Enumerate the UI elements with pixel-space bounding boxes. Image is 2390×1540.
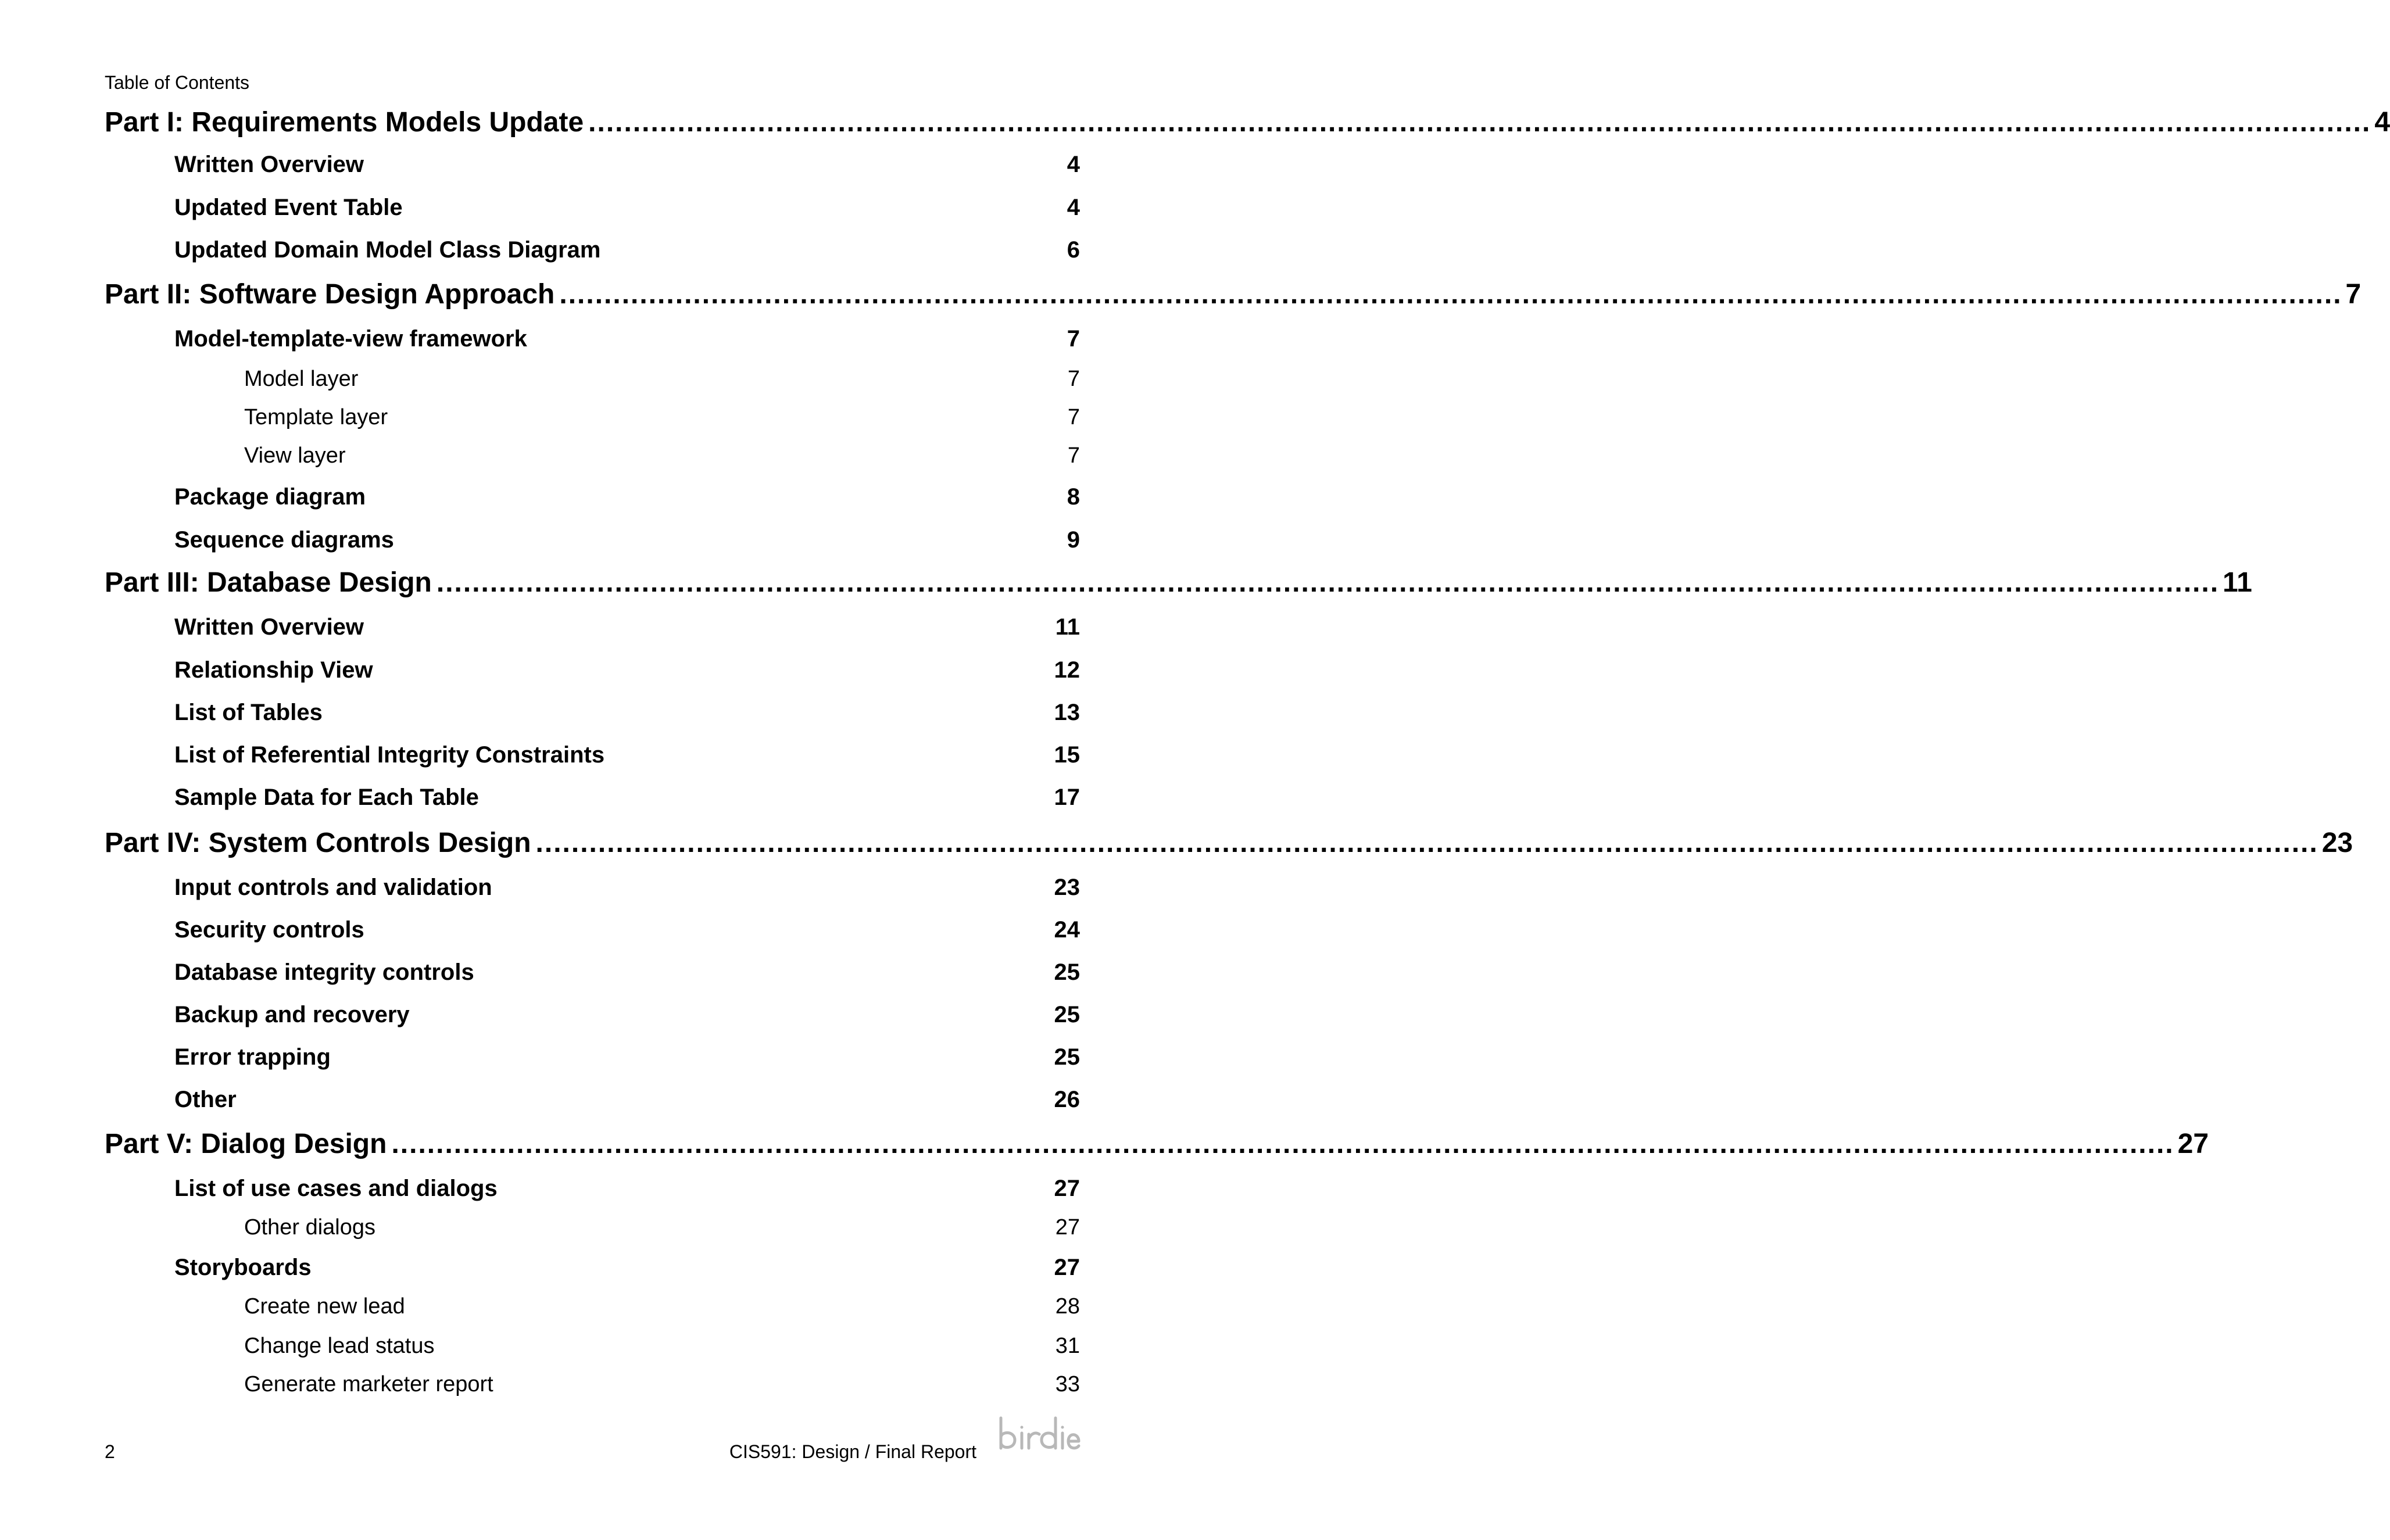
toc-subsection-entry[interactable] (244, 1291, 1080, 1321)
toc-entry-page-number: 27 (2177, 1129, 2209, 1159)
toc-subsection-entry[interactable] (244, 402, 1080, 432)
toc-section-entry[interactable] (174, 481, 1080, 513)
toc-entry-label: Updated Event Table (174, 195, 403, 220)
toc-entry-page-number: 7 (1067, 405, 1080, 429)
toc-entry-label: View layer (244, 443, 346, 468)
toc-entry-page-number: 12 (1054, 657, 1080, 683)
toc-entry-label: Input controls and validation (174, 875, 492, 900)
toc-entry-label: Written Overview (174, 614, 364, 640)
toc-entry-page-number: 7 (1067, 443, 1080, 468)
toc-entry-page-number: 25 (1054, 1002, 1080, 1027)
toc-heading: Table of Contents (105, 72, 250, 93)
toc-entry-page-number: 13 (1054, 700, 1080, 725)
toc-entry-page-number: 23 (2321, 828, 2353, 858)
footer-report-title: CIS591: Design / Final Report (729, 1441, 976, 1462)
toc-section-entry[interactable] (174, 524, 1080, 556)
toc-entry-label: Database integrity controls (174, 959, 474, 985)
toc-section-entry[interactable] (174, 914, 1080, 946)
toc-entry-page-number: 15 (1054, 742, 1080, 768)
toc-dot-leader: ........................................................................................................................................................................................................ (391, 1129, 2174, 1159)
toc-entry-page-number: 25 (1054, 1044, 1080, 1070)
toc-entry-label: Backup and recovery (174, 1002, 410, 1027)
toc-section-entry[interactable] (174, 872, 1080, 903)
toc-section-entry[interactable] (174, 782, 1080, 813)
toc-section-entry[interactable] (174, 739, 1080, 771)
toc-part-entry[interactable] (105, 277, 2362, 313)
toc-entry-label: Template layer (244, 405, 388, 429)
toc-entry-page-number: 23 (1054, 875, 1080, 900)
toc-entry-label: Model-template-view framework (174, 326, 527, 352)
toc-entry-page-number: 28 (1055, 1294, 1080, 1319)
toc-section-entry[interactable] (174, 1252, 1080, 1283)
toc-dot-leader: ........................................................................................................................................................................................................ (535, 828, 2319, 858)
toc-section-entry[interactable] (174, 234, 1080, 266)
toc-part-entry[interactable] (105, 825, 2353, 861)
toc-entry-label: Other dialogs (244, 1215, 376, 1240)
toc-entry-label: Part III: Database Design (105, 567, 432, 598)
toc-section-entry[interactable] (174, 1173, 1080, 1204)
toc-entry-page-number: 17 (1054, 785, 1080, 810)
toc-entry-label: Model layer (244, 367, 359, 391)
toc-entry-page-number: 7 (1067, 367, 1080, 391)
toc-entry-label: Part IV: System Controls Design (105, 828, 531, 858)
toc-section-entry[interactable] (174, 654, 1080, 686)
toc-entry-page-number: 27 (1054, 1255, 1080, 1280)
toc-entry-page-number: 9 (1067, 527, 1080, 553)
toc-entry-page-number: 31 (1055, 1334, 1080, 1358)
toc-dot-leader: ........................................................................................................................................................................................................ (588, 107, 2371, 138)
footer-page-number: 2 (105, 1441, 115, 1462)
toc-part-entry[interactable] (105, 565, 2252, 601)
toc-entry-label: Relationship View (174, 657, 373, 683)
toc-entry-label: Sample Data for Each Table (174, 785, 479, 810)
toc-dot-leader: ........................................................................................................................................................................................................ (559, 279, 2342, 310)
toc-entry-page-number: 11 (2223, 567, 2252, 598)
toc-entry-label: List of Referential Integrity Constraints (174, 742, 605, 768)
toc-entry-page-number: 26 (1054, 1087, 1080, 1112)
toc-entry-label: Part I: Requirements Models Update (105, 107, 584, 138)
toc-entry-label: Part V: Dialog Design (105, 1129, 387, 1159)
birdie-logo (994, 1412, 1081, 1459)
toc-section-entry[interactable] (174, 323, 1080, 354)
toc-entry-page-number: 24 (1054, 917, 1080, 943)
toc-entry-label: Updated Domain Model Class Diagram (174, 237, 601, 263)
toc-subsection-entry[interactable] (244, 440, 1080, 471)
toc-section-entry[interactable] (174, 611, 1080, 643)
toc-entry-label: List of Tables (174, 700, 323, 725)
toc-entry-label: List of use cases and dialogs (174, 1176, 498, 1201)
toc-entry-label: Create new lead (244, 1294, 405, 1319)
toc-entry-page-number: 27 (1054, 1176, 1080, 1201)
toc-subsection-entry[interactable] (244, 364, 1080, 394)
toc-entry-page-number: 8 (1067, 484, 1080, 510)
toc-entry-label: Change lead status (244, 1334, 435, 1358)
toc-entry-label: Error trapping (174, 1044, 331, 1070)
toc-section-entry[interactable] (174, 999, 1080, 1030)
toc-part-entry[interactable] (105, 1126, 2209, 1162)
toc-subsection-entry[interactable] (244, 1331, 1080, 1361)
toc-subsection-entry[interactable] (244, 1369, 1080, 1399)
toc-entry-label: Other (174, 1087, 237, 1112)
toc-entry-page-number: 33 (1055, 1372, 1080, 1396)
toc-part-entry[interactable] (105, 105, 2390, 141)
toc-entry-label: Security controls (174, 917, 364, 943)
toc-section-entry[interactable] (174, 149, 1080, 180)
toc-entry-page-number: 7 (2345, 279, 2362, 310)
toc-entry-page-number: 4 (2374, 107, 2390, 138)
toc-entry-page-number: 11 (1055, 614, 1080, 640)
toc-entry-page-number: 27 (1055, 1215, 1080, 1240)
toc-section-entry[interactable] (174, 1041, 1080, 1073)
toc-entry-page-number: 4 (1067, 152, 1080, 177)
toc-entry-page-number: 6 (1067, 237, 1080, 263)
toc-entry-label: Storyboards (174, 1255, 312, 1280)
toc-entry-page-number: 4 (1067, 195, 1080, 220)
toc-entry-label: Package diagram (174, 484, 366, 510)
toc-dot-leader: ........................................................................................................................................................................................................ (436, 567, 2220, 598)
toc-section-entry[interactable] (174, 957, 1080, 988)
toc-section-entry[interactable] (174, 1084, 1080, 1115)
toc-entry-page-number: 25 (1054, 959, 1080, 985)
toc-entry-page-number: 7 (1067, 326, 1080, 352)
toc-subsection-entry[interactable] (244, 1212, 1080, 1242)
toc-entry-label: Part II: Software Design Approach (105, 279, 555, 310)
toc-entry-label: Sequence diagrams (174, 527, 394, 553)
toc-entry-label: Generate marketer report (244, 1372, 493, 1396)
toc-section-entry[interactable] (174, 192, 1080, 223)
toc-entry-label: Written Overview (174, 152, 364, 177)
toc-section-entry[interactable] (174, 697, 1080, 728)
